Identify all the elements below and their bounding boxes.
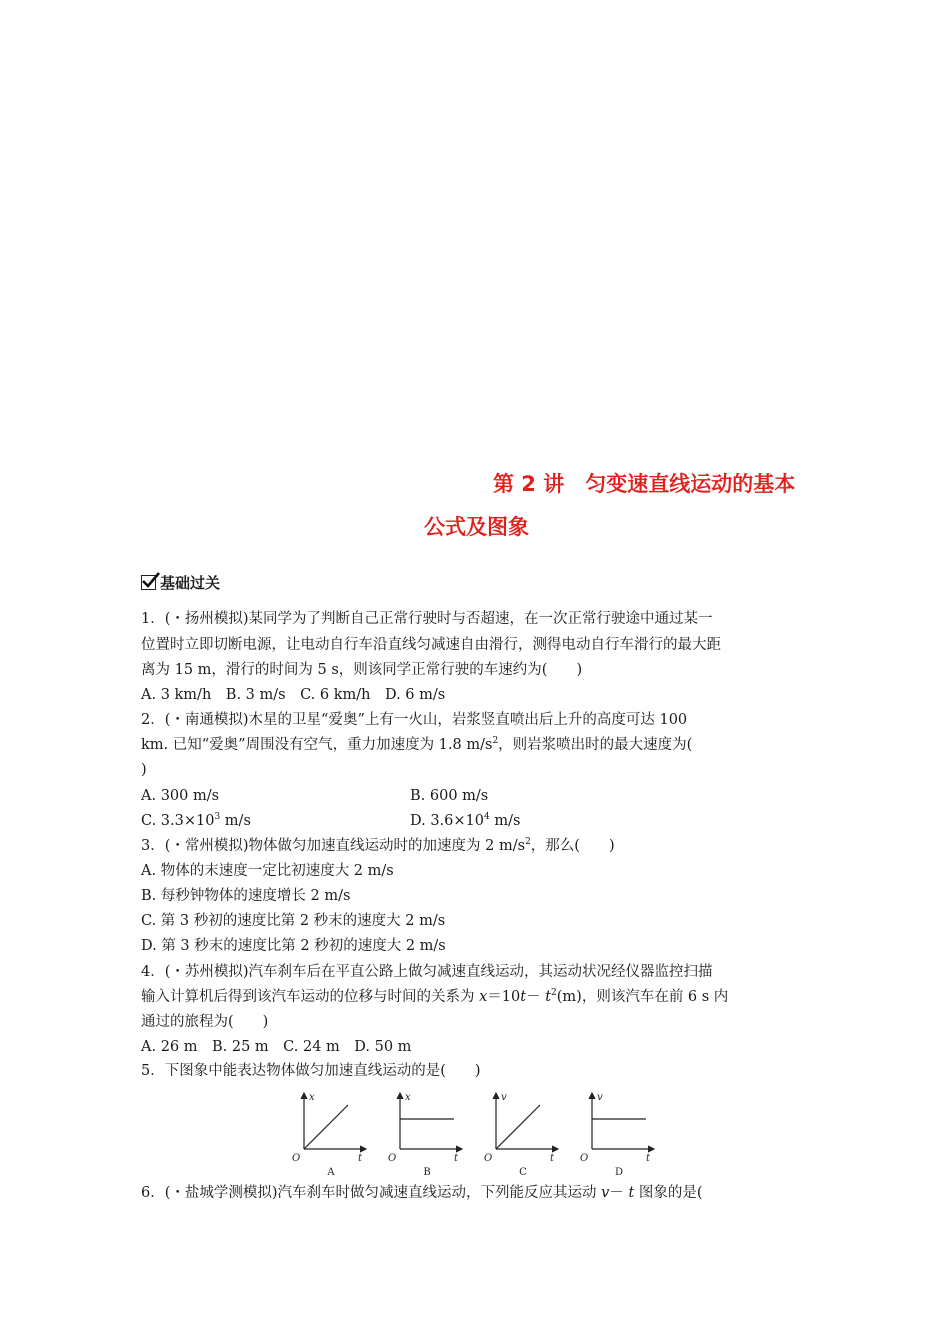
q1-line-2: 位置时立即切断电源，让电动自行车沿直线匀减速自由滑行，测得电动自行车滑行的最大距 [141, 637, 721, 653]
checkbox-checked-icon [141, 575, 156, 590]
graph-caption: B [423, 1167, 431, 1177]
q2-line-2: km. 已知“爱奥”周围没有空气，重力加速度为 1.8 $m/s^2$，则岩浆喷出时的最大速度为( [141, 736, 693, 753]
graph-B [388, 1092, 462, 1177]
graph-A [292, 1092, 366, 1177]
page-title-line-2: 公式及图象 [424, 515, 529, 539]
graph-caption: D [614, 1167, 624, 1177]
q2-line-1: 2．(・南通模拟)木星的卫星“爱奥”上有一火山，岩浆竖直喷出后上升的高度可达 100 [141, 712, 688, 728]
graph-line [304, 1105, 348, 1149]
graph-caption: C [519, 1167, 527, 1177]
graph-origin-label: O [292, 1153, 301, 1164]
graph-x-label: t [646, 1153, 651, 1164]
graph-origin-label: O [580, 1153, 589, 1164]
q4-line-2: 输入计算机后得到该汽车运动的位移与时间的关系为 $x=10t- t^2(m)$，则该汽车在前 6 s 内 [141, 988, 729, 1005]
q1-options: A. 3 km/h B. 3 m/s C. 6 km/h D. 6 m/s [141, 687, 446, 703]
q4-line-3: 通过的旅程为( ) [141, 1014, 269, 1030]
q2-option-a: A. 300 m/s [141, 788, 220, 804]
q2-option-c: C. $3.3\times 10^3$ m/s [141, 812, 251, 829]
graph-x-label: t [358, 1153, 363, 1164]
graph-x-label: t [550, 1153, 555, 1164]
graph-y-label: x [405, 1092, 411, 1103]
section-heading [141, 572, 220, 593]
q4-options: A. 26 m B. 25 m C. 24 m D. 50 m [141, 1039, 412, 1055]
graph-origin-label: O [484, 1153, 493, 1164]
q2-line-3: ) [141, 762, 147, 778]
graph-y-label: v [501, 1092, 507, 1103]
graph-y-label: v [597, 1092, 603, 1103]
graph-C [484, 1092, 558, 1177]
page-title-line-1: 第 2 讲 匀变速直线运动的基本 [493, 472, 796, 496]
q6-line-1: 6．(・盐城学测模拟)汽车刹车时做匀减速直线运动，下列能反应其运动 v－ t 图象的是( [141, 1185, 703, 1201]
graph-y-label: x [309, 1092, 315, 1103]
q3-option-d: D. 第 3 秒末的速度比第 2 秒初的速度大 2 m/s [141, 938, 446, 954]
section-label: 基础过关 [160, 574, 221, 592]
q1-line-1: 1．(・扬州模拟)某同学为了判断自己正常行驶时与否超速，在一次正常行驶途中通过某一 [141, 611, 713, 627]
q2-option-d: D. $3.6\times 10^4$ m/s [410, 812, 521, 829]
graph-x-label: t [454, 1153, 459, 1164]
q3-option-a: A. 物体的末速度一定比初速度大 2 m/s [141, 863, 394, 879]
graph-D [580, 1092, 654, 1177]
q3-option-b: B. 每秒钟物体的速度增长 2 m/s [141, 888, 351, 904]
motion-graphs-figure [290, 1087, 670, 1177]
q3-line-1: 3．(・常州模拟)物体做匀加速直线运动时的加速度为 2 $m/s^2$，那么( ) [141, 837, 615, 854]
graph-caption: A [327, 1167, 335, 1177]
graph-line [496, 1105, 540, 1149]
graph-origin-label: O [388, 1153, 397, 1164]
q5-line-1: 5．下图象中能表达物体做匀加速直线运动的是( ) [141, 1063, 481, 1079]
q1-line-3: 离为 15 m，滑行的时间为 5 s，则该同学正常行驶的车速约为( ) [141, 662, 583, 678]
q4-line-1: 4．(・苏州模拟)汽车刹车后在平直公路上做匀减速直线运动，其运动状况经仪器监控扫描 [141, 964, 713, 980]
q3-option-c: C. 第 3 秒初的速度比第 2 秒末的速度大 2 m/s [141, 913, 446, 929]
q2-option-b: B. 600 m/s [410, 788, 489, 804]
